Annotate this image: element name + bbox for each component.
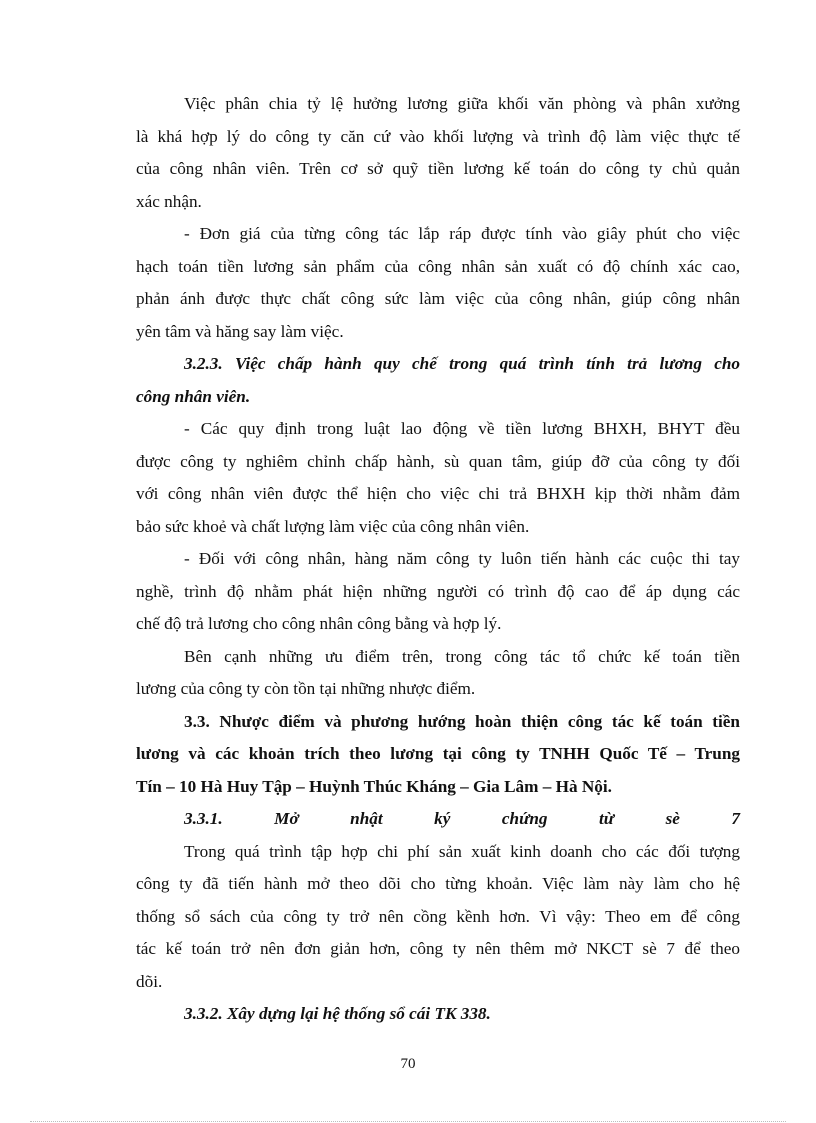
text-line: được công ty nghiêm chỉnh chấp hành, sù quan tâm, giúp đỡ của công ty đối [136,451,740,471]
text-line: - Đơn giá của từng công tác lắp ráp được tính vào giây phút cho việc [184,224,740,243]
text-line: nghề, trình độ nhằm phát hiện những người có trình độ cao để áp dụng các [136,581,740,601]
text-line: xác nhận. [136,191,202,211]
paragraph-weaknesses-intro [136,641,740,706]
text-line: hạch toán tiền lương sản phẩm của công nhân sản xuất có độ chính xác cao, [136,256,740,276]
text-line: công ty đã tiến hành mở theo dõi cho từng khoản. Việc làm này làm cho hệ [136,874,740,893]
heading-3-3 [136,706,740,804]
text-line: bảo sức khoẻ và chất lượng làm việc của công nhân viên. [136,516,530,536]
text-line: là khá hợp lý do công ty căn cứ vào khối lượng và trình độ làm việc thực tế [136,126,740,146]
page-bottom-divider [30,1121,786,1122]
heading-3-2-3 [136,348,740,413]
page-body [136,88,740,1031]
heading-line: 3.3. Nhược điểm và phương hướng hoàn thiện công tác kế toán tiền [184,711,740,731]
text-line: - Đối với công nhân, hàng năm công ty luôn tiến hành các cuộc thi tay [184,549,740,568]
text-line: tác kế toán trở nên đơn giản hơn, công ty nên thêm mở NKCT sè 7 để theo [136,939,740,958]
heading-line: Tín – 10 Hà Huy Tập – Huỳnh Thúc Kháng – Gia Lâm – Hà Nội. [136,776,612,796]
text-line: với công nhân viên được thể hiện cho việc chi trả BHXH kịp thời nhằm đảm [136,484,740,503]
text-line: Trong quá trình tập hợp chi phí sản xuất kinh doanh cho các đối tượng [184,841,740,861]
text-line: của công nhân viên. Trên cơ sở quỹ tiền lương kế toán do công ty chủ quản [136,159,740,178]
paragraph-unit-price [136,218,740,348]
heading-3-3-1 [136,803,740,836]
paragraph-salary-ratio [136,88,740,218]
text-line: Việc phân chia tỷ lệ hưởng lương giữa khối văn phòng và phân xưởng [184,94,740,113]
heading-line: 3.2.3. Việc chấp hành quy chế trong quá trình tính trả lương cho [184,354,740,373]
text-line: - Các quy định trong luật lao động về tiền lương BHXH, BHYT đều [184,419,740,438]
heading-line: 3.3.2. Xây dựng lại hệ thống sổ cái TK 338. [184,1004,491,1023]
page-number: 70 [400,1056,416,1072]
text-line: thống sổ sách của công ty trở nên cồng kềnh hơn. Vì vậy: Theo em để công [136,906,740,926]
paragraph-labor-law [136,413,740,543]
text-line: dõi. [136,971,163,991]
heading-3-3-2 [136,998,740,1031]
text-line: lương của công ty còn tồn tại những nhược điểm. [136,679,476,698]
heading-line: công nhân viên. [136,386,251,406]
text-line: Bên cạnh những ưu điểm trên, trong công tác tổ chức kế toán tiền [184,646,740,666]
text-line: chế độ trả lương cho công nhân công bằng và hợp lý. [136,614,502,633]
heading-line: 3.3.1. Mở nhật ký chứng từ sè 7 [184,809,740,828]
text-line: yên tâm và hăng say làm việc. [136,321,344,341]
paragraph-journal-proposal [136,836,740,999]
heading-line: lương và các khoản trích theo lương tại công ty TNHH Quốc Tế – Trung [136,744,740,763]
text-line: phản ánh được thực chất công sức làm việc của công nhân, giúp công nhân [136,289,740,308]
paragraph-skill-contest [136,543,740,641]
